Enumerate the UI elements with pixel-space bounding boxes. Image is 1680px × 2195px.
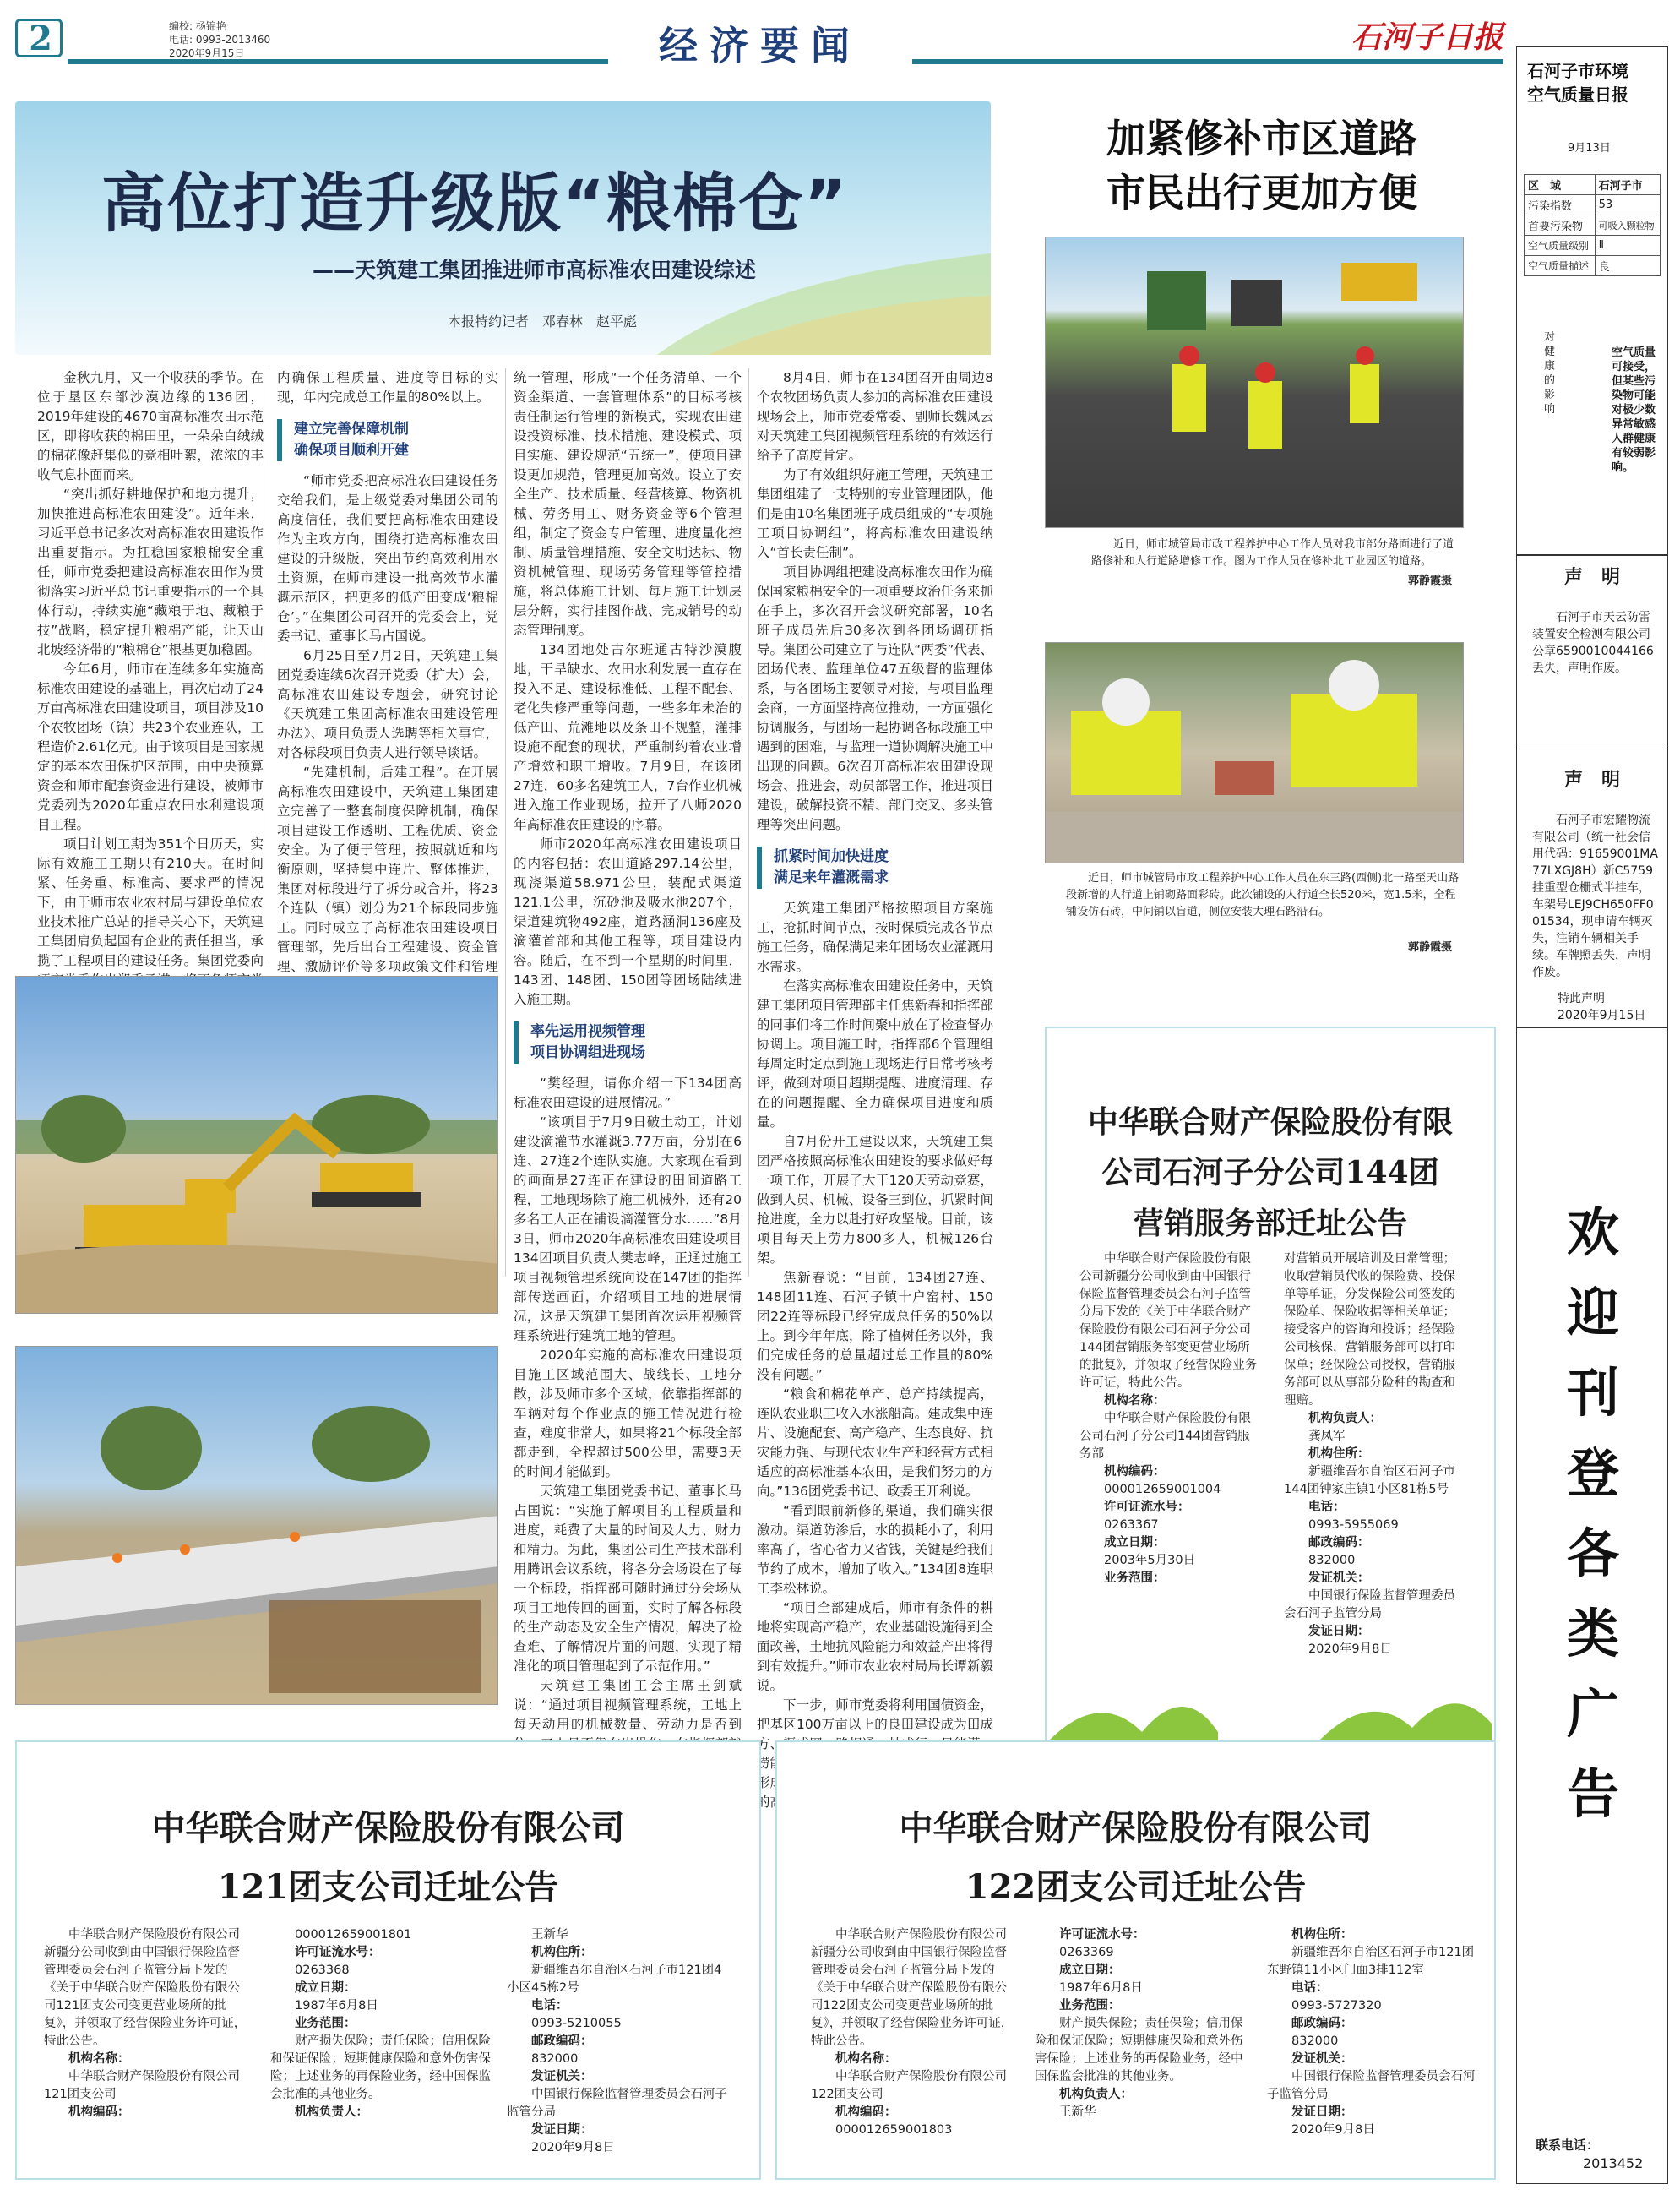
aq-label: 污染指数 [1525, 195, 1596, 215]
notice1-title: 声 明 [1563, 567, 1620, 588]
road-title-line2: 市民出行更加方便 [1106, 170, 1417, 215]
aq-table [1524, 174, 1661, 276]
ad-label: 机构住所： [531, 1946, 593, 1959]
ad-label: 机构负责人： [295, 2105, 368, 2119]
paving-caption-author: 郭静霞摄 [1408, 575, 1453, 587]
paragraph: 6月25日至7月2日，天筑建工集团党委连续6次召开党委（扩大）会，高标准农田建设专题会，研究讨论《天筑建工集团高标准农田建设管理办法》、项目负责人选聘等相关事宜，对各标段项目负责人进行领导谈话。 [277, 648, 498, 760]
ad-121-title-line1: 中华联合财产保险股份有限公司 [151, 1808, 625, 1848]
paragraph: 134团地处古尔班通古特沙漠腹地，干旱缺水、农田水利发展一直存在投入不足、建设标准低、工程不配套、老化失修严重等问题，一些多年未治的低产田、荒滩地以及条田不规整，灌排设施不配套的现状，严重制约着农业增产增效和职工增收。7月9日，在该团27连，60多名建筑工人，7台作业机械进入施工作业现场，拉开了八师2020年高标准农田建设的序幕。 [514, 642, 742, 832]
aq-title-line2: 空气质量日报 [1527, 84, 1628, 105]
ad-intro: 中华联合财产保险股份有限公司新疆分公司收到由中国银行保险监督管理委员会石河子监管分局下发的《关于中华联合财产保险股份有限公司石河子分公司144团营销服务部变更营业场所的批复》，并领取了经营保险业务许可证，特此公告。 [1079, 1252, 1258, 1390]
paragraph: 焦新春说：“目前，134团27连、148团11连、石河子镇十户窑村、150团22连等标段已经完成总任务的50%以上。到今年年底，除了植树任务以外，我们完成任务的总量超过总工作量的80%没有问题。” [757, 1270, 993, 1382]
canal-scene [16, 1347, 498, 1705]
brick-scene [1046, 643, 1464, 863]
lead-col1 [37, 368, 264, 1010]
ad-label: 邮政编码： [1291, 2017, 1353, 2030]
ad-label: 发证日期： [531, 2123, 593, 2137]
ad-intro: 中华联合财产保险股份有限公司新疆分公司收到由中国银行保险监督管理委员会石河子监管分局下发的《关于中华联合财产保险股份有限公司122团支公司变更营业场所的批复》，并领取了经营保险业务许可证，特此公告。 [811, 1928, 1014, 2048]
subhead-mechanism: 建立完善保障机制 确保项目顺利开建 [277, 419, 498, 461]
ad-value: 对营销员开展培训及日常管理；收取营销员代收的保险费、投保单等单证，分发保险公司签发的保险单、保险收据等相关单证；接受客户的咨询和投诉；经保险公司核保，营销服务部可以打印保单；经保险公司授权，营销服务部可以从事部分险种的勘查和理赔。 [1284, 1252, 1455, 1408]
paragraph: 2020年实施的高标准农田建设项目施工区域范围大、战线长、工地分散，涉及师市多个区域，依靠指挥部的车辆对每个作业点的施工情况进行检查，难度非常大，如果将21个标段全部都走到，全程超过500公里，需要3天的时间才能做到。 [514, 1348, 742, 1479]
column-rule [505, 368, 506, 1277]
ad-value: 中国银行保险监督管理委员会石河子监管分局 [507, 2088, 727, 2119]
notice2-text: 石河子市宏耀物流有限公司（统一社会信用代码：91659001MA77LXGJ8H）新C5759挂重型仓栅式半挂车，车架号LEJ9CH650FF001534，现申请车辆灭失，注销车辆相关手续。车牌照丢失，声明作废。 [1532, 814, 1658, 979]
aq-label: 空气质量级别 [1525, 236, 1596, 256]
ad-value: 2020年9月8日 [1308, 1642, 1392, 1656]
ad-label: 邮政编码： [531, 2034, 593, 2048]
ad-value: 2003年5月30日 [1104, 1554, 1196, 1567]
ad-label: 发证日期： [1291, 2105, 1353, 2119]
health-label: 对健康的影响 [1544, 331, 1556, 416]
ad-label: 电话： [1308, 1501, 1346, 1514]
ad-label: 电话： [531, 1999, 568, 2013]
aq-value: 53 [1595, 195, 1660, 215]
page-header [0, 0, 1680, 69]
aq-label: 区 域 [1525, 175, 1596, 195]
paragraph: 统一管理，形成“一个任务清单、一个资金渠道、一套管理体系”的目标考核责任制运行管理的新模式，实现农田建设投资标准、技术措施、建设模式、项目实施、建设规范“五统一”，使项目建设更加规范，管理更加高效。设立了安全生产、技术质量、经营核算、物资机械、劳务用工、财务资金等6个管理组，制定了资金专户管理、进度量化控制、质量管理措施、安全文明达标、物资机械管理、现场劳务管理等管控措施，将总体施工计划、每月施工计划层层分解，实行挂图作战、完成销号的动态管理制度。 [514, 370, 742, 638]
ad-value: 中华联合财产保险股份有限公司122团支公司 [811, 2070, 1007, 2101]
contact-label: 联系电话： [1536, 2138, 1600, 2153]
ad-label: 业务范围： [1104, 1571, 1166, 1585]
paving-scene [1046, 237, 1464, 528]
health-text: 空气质量可接受，但某些污染物可能对极少数异常敏感人群健康有较弱影响。 [1612, 346, 1656, 474]
paragraph: “项目全部建成后，师市有条件的耕地将实现高产稳产，农业基础设施得到全面改善，土地抗风险能力和效益产出将得到有效提升。”师市农业农村局局长谭新毅说。 [757, 1600, 993, 1693]
ad-value: 0993-5727320 [1291, 1999, 1382, 2013]
ad-144-left [1079, 1250, 1262, 1588]
ad-label: 发证日期： [1308, 1625, 1370, 1638]
table-row [1525, 215, 1661, 236]
aq-value: 石河子市 [1595, 175, 1660, 195]
ad-value: 王新华 [1059, 2105, 1096, 2119]
ad-value: 832000 [1291, 2034, 1339, 2048]
ad-value: 新疆维吾尔自治区石河子市144团钟家庄镇1小区81栋5号 [1284, 1465, 1455, 1496]
ad-label: 许可证流水号： [1104, 1501, 1190, 1514]
notice2-end: 特此声明 [1558, 992, 1605, 1005]
paragraph: 金秋九月，又一个收获的季节。在位于垦区东部沙漠边缘的136团，2019年建设的4670亩高标准农田示范区，即将收获的棉田里，一朵朵白绒绒的棉花像赶集似的竞相吐絮，浓浓的丰收气息扑面而来。 [37, 370, 264, 482]
ad-label: 邮政编码： [1308, 1536, 1370, 1550]
ad-intro: 中华联合财产保险股份有限公司新疆分公司收到由中国银行保险监督管理委员会石河子监管分局下发的《关于中华联合财产保险股份有限公司121团支公司变更营业场所的批复》，并领取了经营保险业务许可证，特此公告。 [44, 1928, 247, 2048]
ad-122-title-line2: 122团支公司迁址公告 [965, 1867, 1307, 1907]
table-row [1525, 175, 1661, 195]
ad-122-col3 [1267, 1926, 1478, 2139]
ad-label: 机构编码： [68, 2105, 130, 2119]
paving-photo [1045, 237, 1464, 528]
ad-label: 许可证流水号： [1059, 1928, 1145, 1942]
ad-value: 新疆维吾尔自治区石河子市121团4小区45栋2号 [507, 1964, 722, 1995]
aq-title-line1: 石河子市环境 [1527, 61, 1628, 81]
ad-value: 0263367 [1104, 1518, 1159, 1532]
ad-value: 0263369 [1059, 1946, 1114, 1959]
aq-label: 空气质量描述 [1525, 256, 1596, 276]
paragraph: 8月4日，师市在134团召开由周边8个农牧团场负责人参加的高标准农田建设现场会上，师市党委常委、副师长魏凤云对天筑建工集团视频管理系统的有效运行给予了高度肯定。 [757, 370, 993, 463]
ad-value: 2020年9月8日 [1291, 2123, 1375, 2137]
paving-caption: 近日，师市城管局市政工程养护中心工作人员对我市部分路面进行了道路修补和人行道路增修工作。图为工作人员在修补北工业园区的道路。 [1091, 538, 1454, 568]
ad-value: 000012659001803 [835, 2123, 953, 2137]
notice1-text: 石河子市天云防雷装置安全检测有限公司公章6590010044166丢失，声明作废。 [1532, 611, 1654, 675]
paragraph: “师市党委把高标准农田建设任务交给我们，是上级党委对集团公司的高度信任，我们要把高标准农田建设作为主攻方向，围绕打造高标准农田建设的升级版，突出节约高效利用水土资源，在师市建设一批高效节水灌溉示范区，把更多的低产田变成‘粮棉仓’。”在集团公司召开的党委会上，党委书记、董事长马占国说。 [277, 473, 498, 644]
ad-label: 机构住所： [1308, 1447, 1370, 1461]
table-row [1525, 236, 1661, 256]
brick-caption-author: 郭静霞摄 [1408, 941, 1453, 954]
ad-label: 机构编码： [835, 2105, 897, 2119]
ad-label: 机构编码： [1104, 1465, 1166, 1479]
grass-decoration [1049, 1673, 1492, 1740]
paragraph: “看到眼前新修的渠道，我们确实很激动。渠道防渗后，水的损耗小了，利用率高了，省心省力又省钱，关键是给我们节约了成本，增加了收入。”134团8连职工李松林说。 [757, 1503, 993, 1596]
ad-value: 1987年6月8日 [1059, 1981, 1143, 1995]
ad-value: 龚凤军 [1308, 1430, 1346, 1443]
ad-value: 0263368 [295, 1964, 350, 1977]
ad-122-title-line1: 中华联合财产保险股份有限公司 [899, 1808, 1373, 1848]
ad-label: 发证机关： [1308, 1571, 1370, 1585]
ad-value: 000012659001801 [295, 1928, 412, 1942]
ad-label: 成立日期： [1104, 1536, 1166, 1550]
table-row [1525, 195, 1661, 215]
editor-line: 编校: 杨锦艳 [169, 20, 226, 32]
section-title: 经济要闻 [659, 23, 862, 68]
paragraph: 今年6月，师市在连续多年实施高标准农田建设的基础上，再次启动了24万亩高标准农田建设项目，项目涉及10个农牧团场（镇）共23个农业连队，工程造价2.61亿元。由于该项目是国家规定的基本农田保护区范围，由中央预算资金和师市配套资金进行建设，被师市党委列为2020年重点农田水利建设项目工程。 [37, 662, 264, 832]
ad-label: 机构名称： [835, 2052, 897, 2066]
road-title-line1: 加紧修补市区道路 [1106, 116, 1417, 161]
aq-value: 可吸入颗粒物 [1595, 215, 1660, 236]
page-number: 2 [29, 19, 52, 58]
ad-label: 业务范围： [295, 2017, 356, 2030]
ad-label: 电话： [1291, 1981, 1329, 1995]
ad-value: 财产损失保险；责任保险；信用保险和保证保险；短期健康保险和意外伤害保险；上述业务的再保险业务，经中国保监会批准的其他业务。 [1035, 2017, 1243, 2083]
aq-value: Ⅱ [1595, 236, 1660, 256]
ad-value: 2020年9月8日 [531, 2141, 615, 2154]
ad-value: 财产损失保险；责任保险；信用保险和保证保险；短期健康保险和意外伤害保险；上述业务的再保险业务，经中国保监会批准的其他业务。 [270, 2034, 491, 2101]
ad-121-col2 [270, 1926, 492, 2121]
table-row [1525, 256, 1661, 276]
ad-label: 成立日期： [295, 1981, 356, 1995]
ad-121-title-line2: 121团支公司迁址公告 [217, 1867, 559, 1907]
ad-value: 0993-5210055 [531, 2017, 622, 2030]
brick-laying-photo [1045, 642, 1464, 863]
paragraph: 下一步，师市党委将利用国债资金，把基区100万亩以上的良田建设成为田成方、 涝 形 的 [757, 1697, 993, 1810]
ad-label: 许可证流水号： [295, 1946, 381, 1959]
ad-label: 机构名称： [68, 2052, 130, 2066]
ad-value: 0993-5955069 [1308, 1518, 1399, 1532]
ad-value: 中华联合财产保险股份有限公司石河子分公司144团营销服务部 [1079, 1412, 1251, 1461]
paragraph: “先建机制，后建工程”。在开展高标准农田建设中，天筑建工集团建立完善了一整套制度保障机制，确保项目建设工作透明、工程优质、资金安全。为了便于管理，按照就近和均衡原则，坚持集中连片、整体推进，集团对标段进行了拆分或合并，将23个连队（镇）划分为21个标段同步施工。同时成立了高标准农田建设项目管理部，先后出台工程建设、资金管理、激励评价等多项政策文件和管理 [277, 765, 498, 974]
ad-label: 机构名称： [1104, 1394, 1166, 1408]
subhead-video: 率先运用视频管理 项目协调组进现场 [514, 1021, 742, 1064]
paragraph: “樊经理，请你介绍一下134团高标准农田建设的进展情况。” [514, 1076, 742, 1110]
aq-date: 9月13日 [1568, 142, 1611, 155]
ad-value: 中国银行保险监督管理委员会石河子监管分局 [1267, 2070, 1476, 2101]
lead-byline: 本报特约记者 邓春林 赵平彪 [448, 313, 638, 330]
ad-144-right [1284, 1250, 1465, 1659]
ad-121-col1 [44, 1926, 249, 2121]
notice2-date: 2020年9月15日 [1558, 1009, 1646, 1022]
lead-subtitle: ——天筑建工集团推进师市高标准农田建设综述 [313, 258, 757, 282]
lead-title: 高位打造升级版“粮棉仓” [101, 166, 848, 241]
contact-phone: 2013452 [1583, 2155, 1644, 2171]
canal-construction-photo [15, 1346, 498, 1705]
lead-col2 [277, 368, 498, 996]
lead-col3 [514, 368, 742, 1812]
ad-144-title-line2: 公司石河子分公司144团 [1101, 1155, 1439, 1190]
ad-121-col3 [507, 1926, 728, 2157]
phone-line: 电话: 0993-2013460 [169, 34, 271, 46]
ad-value: 1987年6月8日 [295, 1999, 378, 2013]
paragraph: “突出抓好耕地保护和地力提升，加快推进高标准农田建设”。近年来，习近平总书记多次对高标准农田建设作出重要指示。为扛稳国家粮棉安全重任，师市党委把建设高标准农田作为贯彻落实习近平总书记重要指示的一个具体行动，持续实施“藏粮于地、藏粮于技”战略，稳定提升粮棉产能，让天山北坡经济带的“粮棉仓”根基更加稳固。 [37, 487, 264, 657]
sidebar-rule [1517, 1027, 1667, 1028]
ad-value: 832000 [531, 2052, 579, 2066]
paragraph: 在落实高标准农田建设任务中，天筑建工集团项目管理部主任焦新春和指挥部的同事们将工作时间聚中放在了检查督办协调上。项目施工时，指挥部6个管理组每周定时定点到施工现场进行日常考核考评，做到对项目超期提醒、进度清理、存在的问题提醒、全力确保项目进度和质量。 [757, 978, 993, 1130]
ad-label: 机构负责人： [1308, 1412, 1382, 1425]
ad-value: 新疆维吾尔自治区石河子市121团东野镇11小区门面3排112室 [1267, 1946, 1475, 1977]
lead-col4 [757, 368, 993, 1812]
ad-label: 业务范围： [1059, 1999, 1121, 2013]
paragraph: 为了有效组织好施工管理，天筑建工集团组建了一支特别的专业管理团队，他们是由10名集团班子成员组成的“专项施工项目协调组”，将高标准农田建设纳入“首长责任制”。 [757, 467, 993, 560]
excavator-photo [15, 976, 498, 1314]
paragraph: 项目协调组把建设高标准农田作为确保国家粮棉安全的一项重要政治任务来抓在手上，多次召开会议研究部署，10名班子成员先后30多次到各团场调研指导。集团公司建立了与连队“两委”代表、团场代表、监理单位47五级督的监理体系，与各团场主要领导对接，与项目监理会商，一方面坚持高位推动，一方面强化协调服务，与团场一起协调各标段施工中遇到的困难，与监理一道协调解决施工中出现的问题。6次召开高标准农田建设现场会、推进会，动员部署工作，推进项目建设，破解投资不精、部门交叉、多头管理等突出问题。 [757, 564, 993, 832]
ad-label: 成立日期： [1059, 1964, 1121, 1977]
masthead-logo: 石河子日报 [1351, 19, 1504, 55]
ad-122-col2 [1035, 1926, 1250, 2121]
ad-value: 中国银行保险监督管理委员会石河子监管分局 [1284, 1589, 1455, 1620]
ad-value: 王新华 [531, 1928, 568, 1942]
column-rule [748, 368, 749, 1277]
paragraph: 天筑建工集团党委书记、董事长马占国说：“实施了解项目的工程质量和进度，耗费了大量的时间及人力、财力和精力。为此，集团公司生产技术部利用腾讯会议系统，将各分会场设在了每一个标段，指挥部可随时通过分会场从项目工地传回的画面，实时了解各标段的生产动态及安全生产情况，解决了检查难、了解情况片面的问题，实现了精准化的项目管理起到了示范作用。” [514, 1484, 742, 1674]
paragraph: 自7月份开工建设以来，天筑建工集团严格按照高标准农田建设的要求做好每一项工作，开展了大干120天劳动竞赛，做到人员、机械、设备三到位，抓紧时间抢进度，全力以赴打好攻坚战。目前，该项目每天上劳力800多人，机械126台架。 [757, 1134, 993, 1266]
ad-144-title-line3: 营销服务部迁址公告 [1133, 1206, 1407, 1241]
paragraph: 内确保工程质量、进度等目标的实现，年内完成总工作量的80%以上。 [277, 370, 498, 405]
excavator-scene [16, 977, 498, 1314]
date-line: 2020年9月15日 [169, 47, 245, 59]
ad-122-col1 [811, 1926, 1018, 2139]
aq-value: 良 [1595, 256, 1660, 276]
brick-caption: 近日，师市城管局市政工程养护中心工作人员在东三路(西侧)北一路至天山路段新增的人行道上铺砌路面彩砖。此次铺设的人行道全长520米，宽1.5米，全程铺设仿石砖，中间铺以盲道，侧位安装大理石路沿石。 [1066, 872, 1460, 918]
subhead-progress: 抓紧时间加快进度 满足来年灌溉需求 [757, 847, 993, 889]
header-rule-right [912, 59, 1503, 64]
header-rule-left [68, 59, 608, 64]
ad-label: 机构负责人： [1059, 2088, 1133, 2101]
paragraph: 项目计划工期为351个日历天，实际有效施工工期只有210天。在时间紧、任务重、标准高、要求严的情况下，由于师市农业农村局与建设单位农业技术推广总站的指导关心下，天筑建工集团肩负起国有企业的责任担当，承揽了工程项目的建设任务。集团党委向 [37, 836, 264, 968]
ad-value: 中华联合财产保险股份有限公司121团支公司 [44, 2070, 240, 2101]
ad-label: 发证机关： [1291, 2052, 1353, 2066]
sidebar-rule [1517, 554, 1667, 556]
aq-label: 首要污染物 [1525, 215, 1596, 236]
ad-value: 000012659001004 [1104, 1483, 1221, 1496]
ad-144-title-line1: 中华联合财产保险股份有限 [1087, 1104, 1453, 1140]
ad-label: 发证机关： [531, 2070, 593, 2083]
paragraph: 天筑建工集团工会主席王剑斌说：“通过项目视频管理系统，工地上每天动用的机械数量、劳动力是否到 [514, 1678, 742, 1732]
ad-label: 机构住所： [1291, 1928, 1353, 1942]
welcome-ad-text: 欢迎刊登各类广告 [1566, 1201, 1619, 1825]
sidebar [1516, 46, 1668, 2184]
notice2-title: 声 明 [1563, 770, 1620, 791]
paragraph: 师市2020年高标准农田建设项目的内容包括：农田道路297.14公里，现浇渠道58.971公里，装配式渠道121.1公里，沉砂池及吸水池207个，渠道建筑物492座，道路涵洞136座及滴灌首部和其他工程等，项目建设内容。随后，在不到一个星期的时间里，143团、148团、150团等团场陆续进入施工期。 [514, 836, 742, 1007]
paragraph: 天筑建工集团严格按照项目方案施工，抢抓时间节点，按时保质完成各节点施工任务，确保满足来年团场农业灌溉用水需求。 [757, 901, 993, 974]
paragraph: “粮食和棉花单产、总产持续提高，连队农业职工收入水涨船高。建成集中连片、设施配套、高产稳产、生态良好、抗灾能力强、与现代农业生产和经营方式相适应的高标准基本农田，是我们努力的方向。”136团党委书记、政委王开利说。 [757, 1386, 993, 1499]
ad-value: 832000 [1308, 1554, 1356, 1567]
paragraph: “该项目于7月9日破土动工，计划建设滴灌节水灌溉3.77万亩，分别在6连、27连2个连队实施。大家现在看到的画面是27连正在建设的田间道路工程，工地现场除了施工机械外，还有20多名工人正在铺设滴灌管分水……”8月3日，师市2020年高标准农田建设项目134团项目负责人樊志峰，正通过施工项目视频管理系统向设在147团的指挥部传送画面，介绍项目工地的进展情况，这是天筑建工集团首次运用视频管理系统进行建筑工地的管理。 [514, 1114, 742, 1343]
